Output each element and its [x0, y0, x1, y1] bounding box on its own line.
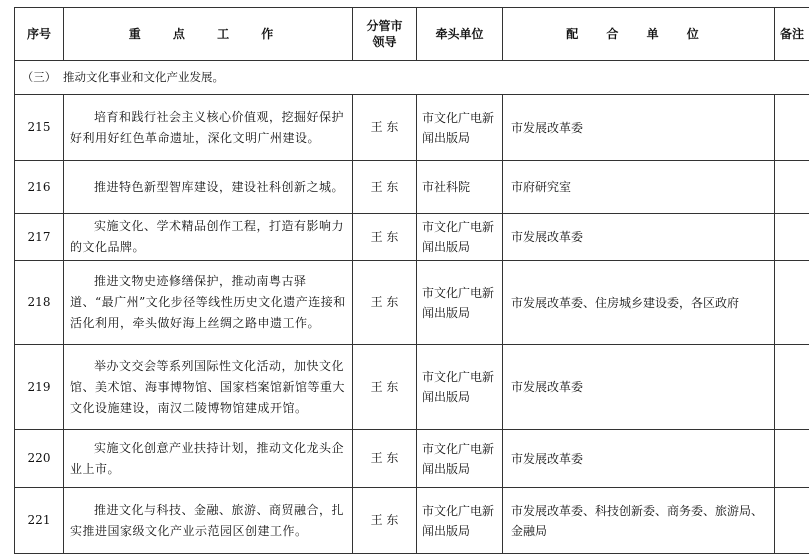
row-lead-unit: 市文化广电新闻出版局 — [417, 95, 503, 161]
row-lead-unit: 市文化广电新闻出版局 — [417, 261, 503, 345]
row-remark — [775, 214, 809, 261]
row-number: 218 — [15, 261, 64, 345]
row-coop-unit: 市发展改革委 — [503, 430, 775, 488]
row-lead-unit: 市文化广电新闻出版局 — [417, 214, 503, 261]
row-leader: 王 东 — [353, 95, 417, 161]
row-leader: 王 东 — [353, 261, 417, 345]
row-work: 推进特色新型智库建设，建设社科创新之城。 — [64, 161, 353, 214]
row-work: 推进文化与科技、金融、旅游、商贸融合，扎实推进国家级文化产业示范园区创建工作。 — [64, 488, 353, 554]
row-leader: 王 东 — [353, 345, 417, 430]
row-coop-unit: 市发展改革委、住房城乡建设委，各区政府 — [503, 261, 775, 345]
row-work: 实施文化、学术精品创作工程，打造有影响力的文化品牌。 — [64, 214, 353, 261]
row-coop-unit: 市发展改革委 — [503, 95, 775, 161]
row-number: 219 — [15, 345, 64, 430]
row-number: 217 — [15, 214, 64, 261]
row-coop-unit: 市府研究室 — [503, 161, 775, 214]
header-seq: 序号 — [15, 8, 64, 61]
table-row — [15, 95, 809, 161]
table-row — [15, 261, 809, 345]
section-row — [15, 61, 809, 95]
row-lead-unit: 市文化广电新闻出版局 — [417, 430, 503, 488]
row-lead-unit: 市文化广电新闻出版局 — [417, 488, 503, 554]
table-row — [15, 345, 809, 430]
row-coop-unit: 市发展改革委 — [503, 345, 775, 430]
row-number: 216 — [15, 161, 64, 214]
row-lead-unit: 市文化广电新闻出版局 — [417, 345, 503, 430]
header-work: 重 点 工 作 — [64, 8, 353, 61]
table-row — [15, 161, 809, 214]
table-row — [15, 430, 809, 488]
row-remark — [775, 430, 809, 488]
work-table — [14, 7, 809, 554]
header-row — [15, 8, 809, 61]
row-number: 220 — [15, 430, 64, 488]
row-work: 举办文交会等系列国际性文化活动，加快文化馆、美术馆、海事博物馆、国家档案馆新馆等重大文化设施建设，南汉二陵博物馆建成开馆。 — [64, 345, 353, 430]
row-remark — [775, 261, 809, 345]
section-label: （三） — [21, 70, 57, 84]
row-remark — [775, 345, 809, 430]
row-leader: 王 东 — [353, 488, 417, 554]
row-work: 推进文物史迹修缮保护，推动南粤古驿道、“最广州”文化步径等线性历史文化遗产连接和活化利用，牵头做好海上丝绸之路申遗工作。 — [64, 261, 353, 345]
header-lead-unit: 牵头单位 — [417, 8, 503, 61]
row-leader: 王 东 — [353, 161, 417, 214]
row-remark — [775, 488, 809, 554]
row-number: 215 — [15, 95, 64, 161]
row-number: 221 — [15, 488, 64, 554]
header-leader: 分管市领导 — [353, 8, 417, 61]
header-coop-unit: 配 合 单 位 — [503, 8, 775, 61]
row-work: 培育和践行社会主义核心价值观，挖掘好保护好利用好红色革命遗址，深化文明广州建设。 — [64, 95, 353, 161]
section-cell — [15, 61, 809, 95]
row-leader: 王 东 — [353, 214, 417, 261]
table-row — [15, 488, 809, 554]
row-lead-unit: 市社科院 — [417, 161, 503, 214]
table-row — [15, 214, 809, 261]
row-leader: 王 东 — [353, 430, 417, 488]
row-coop-unit: 市发展改革委 — [503, 214, 775, 261]
section-title: 推动文化事业和文化产业发展。 — [63, 70, 224, 84]
row-coop-unit: 市发展改革委、科技创新委、商务委、旅游局、金融局 — [503, 488, 775, 554]
row-work: 实施文化创意产业扶持计划，推动文化龙头企业上市。 — [64, 430, 353, 488]
row-remark — [775, 161, 809, 214]
header-remark: 备注 — [775, 8, 809, 61]
row-remark — [775, 95, 809, 161]
